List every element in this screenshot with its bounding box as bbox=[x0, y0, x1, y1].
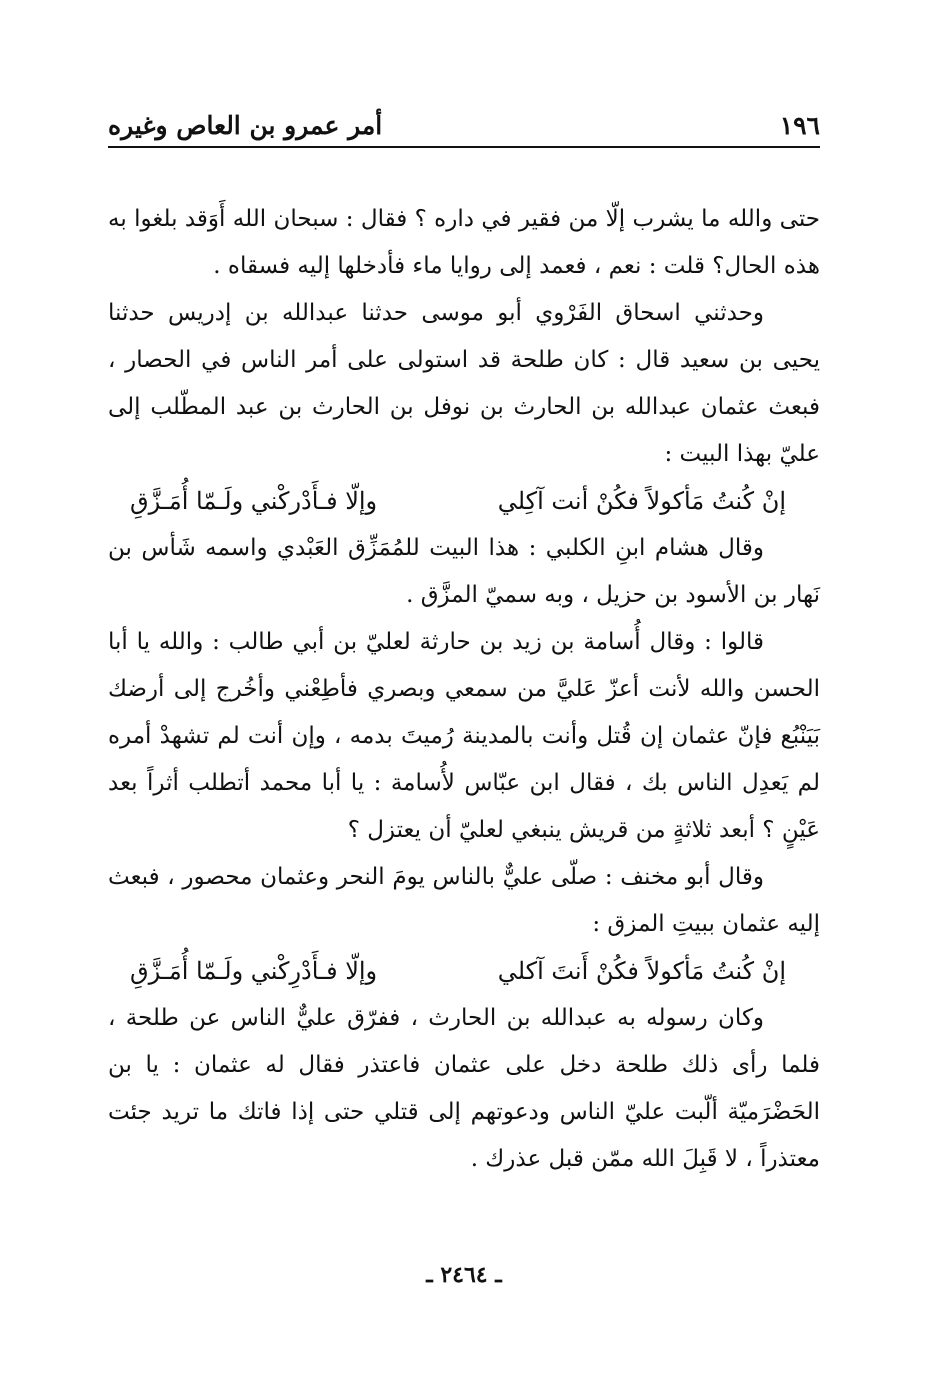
verse-1-first-hemistich: إنْ كُنتُ مَأكولاً فكُنْ أنت آكِلي bbox=[497, 487, 786, 515]
paragraph-1: حتى والله ما يشرب إلّا من فقير في داره ؟ فقال : سبحان الله أَوَقد بلغوا به هذه الحال؟ قلت : نعم ، فعمد إلى روايا ماء فأدخلها إليه فسقاه . bbox=[108, 206, 820, 279]
verse-2-second-hemistich: وإلّا فـأَدْرِكْني ولَـمّا أُمَـزَّقِ bbox=[130, 957, 378, 985]
paragraph-3: وقال هشام ابنِ الكلبي : هذا البيت للمُمَزِّق العَبْدي واسمه شَأس بن نَهار بن الأسود بن حزيل ، وبه سميّ المزَّق . bbox=[108, 535, 820, 608]
main-text bbox=[108, 196, 820, 1183]
running-title: أمر عمرو بن العاص وغيره bbox=[108, 111, 383, 140]
paragraph-6: وكان رسوله به عبدالله بن الحارث ، ففرّق عليٌّ الناس عن طلحة ، فلما رأى ذلك طلحة دخل على عثمان فاعتذر فقال له عثمان : يا بن الحَضْرَميّة ألّبت عليّ الناس ودعوتهم إلى قتلي حتى إذا فاتك ما تريد جئت معتذراً ، لا قَبِلَ الله ممّن قبل عذرك . bbox=[108, 1005, 820, 1172]
paragraph-5: وقال أبو مخنف : صلّى عليٌّ بالناس يومَ النحر وعثمان محصور ، فبعث إليه عثمان ببيتِ المزق : bbox=[108, 864, 820, 937]
running-header bbox=[108, 100, 820, 140]
paragraph-4: قالوا : وقال أُسامة بن زيد بن حارثة لعليّ بن أبي طالب : والله يا أبا الحسن والله لأنت أعزّ عَليَّ من سمعي وبصري فأطِعْني وأخُرج إلى أرضك بَيَنْبُع فإنّ عثمان إن قُتل وأنت بالمدينة رُميتَ بدمه ، وإن أنت لم تشهدْ أمره لم يَعدِل الناس بك ، فقال ابن عبّاس لأُسامة : يا أبا محمد أتطلب أثراً بعد عَيْنٍ ؟ أبعد ثلاثةٍ من قريش ينبغي لعليّ أن يعتزل ؟ bbox=[108, 629, 820, 843]
header-rule bbox=[108, 146, 820, 148]
paragraph-2: وحدثني اسحاق الفَرْوي أبو موسى حدثنا عبدالله بن إدريس حدثنا يحيى بن سعيد قال : كان طلحة قد استولى على أمر الناس في الحصار ، فبعث عثمان عبدالله بن الحارث بن نوفل بن الحارث بن عبد المطّلب إلى عليّ بهذا البيت : bbox=[108, 300, 820, 467]
verse-1-second-hemistich: وإلّا فـأَدْركْني ولَـمّا أُمَـزَّقِ bbox=[130, 487, 378, 515]
folio-number: ـ ٢٤٦٤ ـ bbox=[426, 1262, 502, 1288]
verse-2-first-hemistich: إنْ كُنتُ مَأكولاً فكُنْ أَنتَ آكلي bbox=[497, 957, 786, 985]
page-number: ١٩٦ bbox=[779, 111, 820, 140]
verse-line-2 bbox=[108, 948, 820, 995]
verse-line-1 bbox=[108, 478, 820, 525]
